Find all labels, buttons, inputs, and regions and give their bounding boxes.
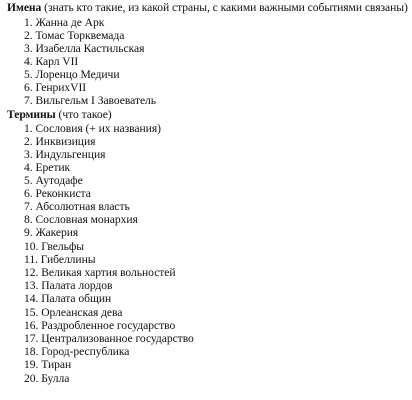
- list-item: 11. Гибеллины: [24, 253, 96, 266]
- list-item: 17. Централизованное государство: [24, 332, 194, 345]
- list-item: 2. Томас Торквемада: [24, 29, 125, 42]
- list-item: 13. Палата лордов: [24, 279, 113, 292]
- list-item: 19. Тиран: [24, 358, 72, 371]
- list-item: 2. Инквизиция: [24, 135, 96, 148]
- list-item: 8. Сословная монархия: [24, 213, 138, 226]
- list-item: 6. Реконкиста: [24, 187, 91, 200]
- names-heading: [7, 1, 408, 15]
- list-item: 15. Орлеанская дева: [24, 306, 123, 319]
- list-item: 6. ГенрихVII: [24, 81, 87, 94]
- list-item: 1. Жанна де Арк: [24, 16, 105, 29]
- list-item: 9. Жакерия: [24, 226, 79, 239]
- names-heading-note: (знать кто такие, из какой страны, с какими важными событиями связаны): [41, 1, 408, 14]
- list-item: 7. Вильгельм I Завоеватель: [24, 94, 157, 107]
- list-item: 5. Лоренцо Медичи: [24, 68, 120, 81]
- list-item: 4. Карл VII: [24, 55, 79, 68]
- list-item: 4. Еретик: [24, 161, 71, 174]
- list-item: 18. Город-республика: [24, 345, 130, 358]
- list-item: 1. Сословия (+ их названия): [24, 122, 161, 135]
- list-item: 3. Изабелла Кастильская: [24, 42, 145, 55]
- terms-heading-bold: Термины: [7, 108, 56, 121]
- list-item: 12. Великая хартия вольностей: [24, 266, 176, 279]
- terms-heading: [7, 108, 112, 122]
- list-item: 20. Булла: [24, 372, 70, 385]
- list-item: 7. Абсолютная власть: [24, 200, 130, 213]
- list-item: 14. Палата общин: [24, 292, 112, 305]
- list-item: 16. Раздробленное государство: [24, 319, 176, 332]
- list-item: 5. Аутодафе: [24, 174, 83, 187]
- terms-heading-note: (что такое): [55, 108, 112, 121]
- list-item: 10. Гвельфы: [24, 240, 85, 253]
- names-heading-bold: Имена: [7, 1, 42, 14]
- list-item: 3. Индульгенция: [24, 148, 106, 161]
